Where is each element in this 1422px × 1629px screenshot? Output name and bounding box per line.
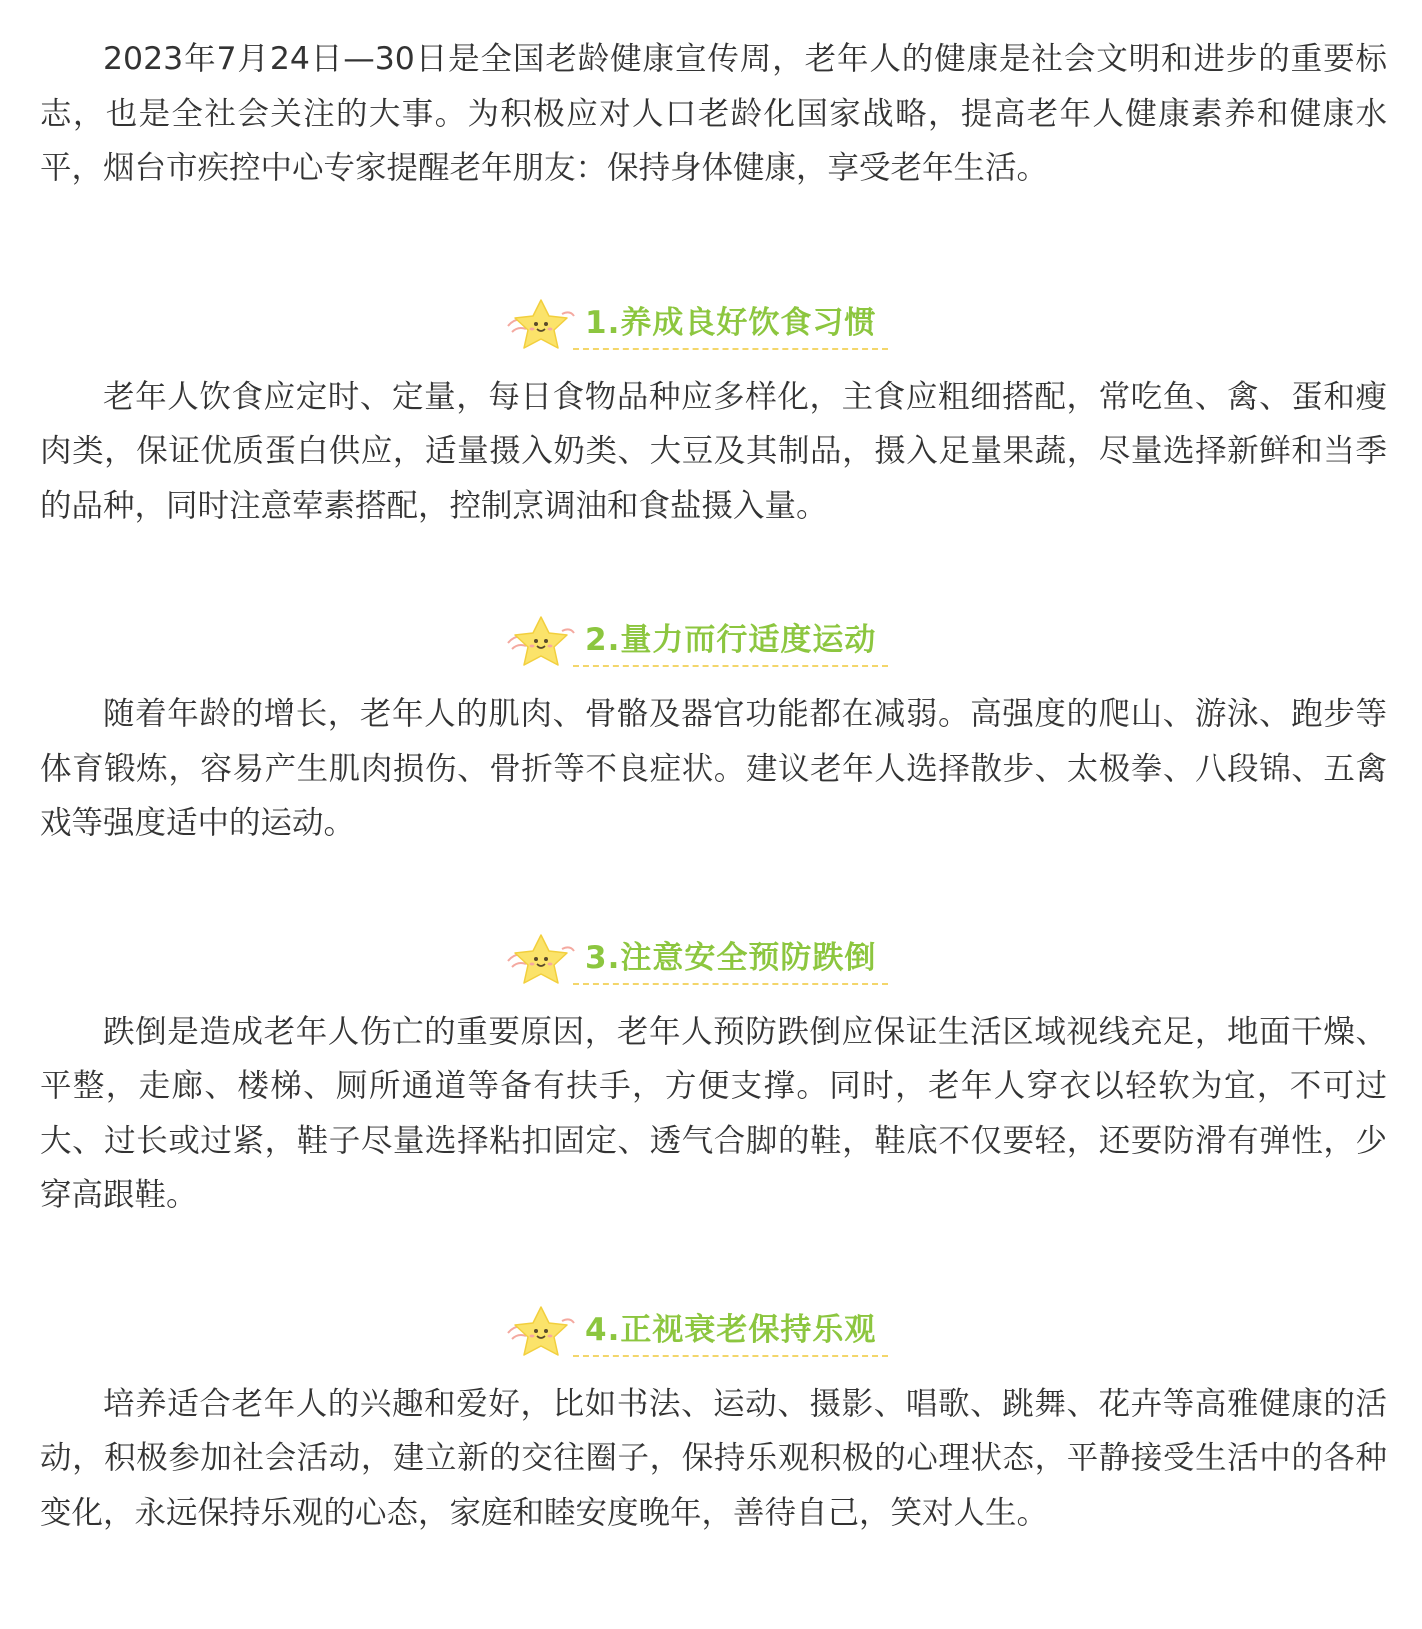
intro-paragraph: 2023年7月24日—30日是全国老龄健康宣传周，老年人的健康是社会文明和进步的重要标志，也是全社会关注的大事。为积极应对人口老龄化国家战略，提高老年人健康素养和健康水平，烟台市疾控中心专家提醒老年朋友：保持身体健康，享受老年生活。: [40, 41, 1387, 186]
section-heading-text: 3.注意安全预防跌倒: [573, 933, 888, 985]
smiling-star-icon: [504, 613, 578, 673]
spacer: [40, 196, 1387, 296]
spacer: [40, 1223, 1387, 1303]
section-heading-text: 4.正视衰老保持乐观: [573, 1305, 888, 1357]
section-heading-2: [40, 613, 1387, 677]
section-heading-text: 2.量力而行适度运动: [573, 615, 888, 667]
spacer: [40, 851, 1387, 931]
smiling-star-icon: [504, 296, 578, 356]
section-paragraph-1: 老年人饮食应定时、定量，每日食物品种应多样化，主食应粗细搭配，常吃鱼、禽、蛋和瘦肉类，保证优质蛋白供应，适量摄入奶类、大豆及其制品，摄入足量果蔬，尽量选择新鲜和当季的品种，同时注意荤素搭配，控制烹调油和食盐摄入量。: [40, 378, 1387, 524]
section-heading-3: [40, 931, 1387, 995]
article: [40, 32, 1387, 1540]
section-heading-text: 1.养成良好饮食习惯: [573, 298, 888, 350]
smiling-star-icon: [504, 931, 578, 991]
section-heading-1: [40, 296, 1387, 360]
section-paragraph-3: 跌倒是造成老年人伤亡的重要原因，老年人预防跌倒应保证生活区域视线充足，地面干燥、平整，走廊、楼梯、厕所通道等备有扶手，方便支撑。同时，老年人穿衣以轻软为宜，不可过大、过长或过紧，鞋子尽量选择粘扣固定、透气合脚的鞋，鞋底不仅要轻，还要防滑有弹性，少穿高跟鞋。: [40, 1013, 1387, 1213]
section-paragraph-4: 培养适合老年人的兴趣和爱好，比如书法、运动、摄影、唱歌、跳舞、花卉等高雅健康的活动，积极参加社会活动，建立新的交往圈子，保持乐观积极的心理状态，平静接受生活中的各种变化，永远保持乐观的心态，家庭和睦安度晚年，善待自己，笑对人生。: [40, 1385, 1387, 1531]
spacer: [40, 533, 1387, 613]
section-heading-4: [40, 1303, 1387, 1367]
smiling-star-icon: [504, 1303, 578, 1363]
section-paragraph-2: 随着年龄的增长，老年人的肌肉、骨骼及器官功能都在减弱。高强度的爬山、游泳、跑步等体育锻炼，容易产生肌肉损伤、骨折等不良症状。建议老年人选择散步、太极拳、八段锦、五禽戏等强度适中的运动。: [40, 696, 1387, 841]
